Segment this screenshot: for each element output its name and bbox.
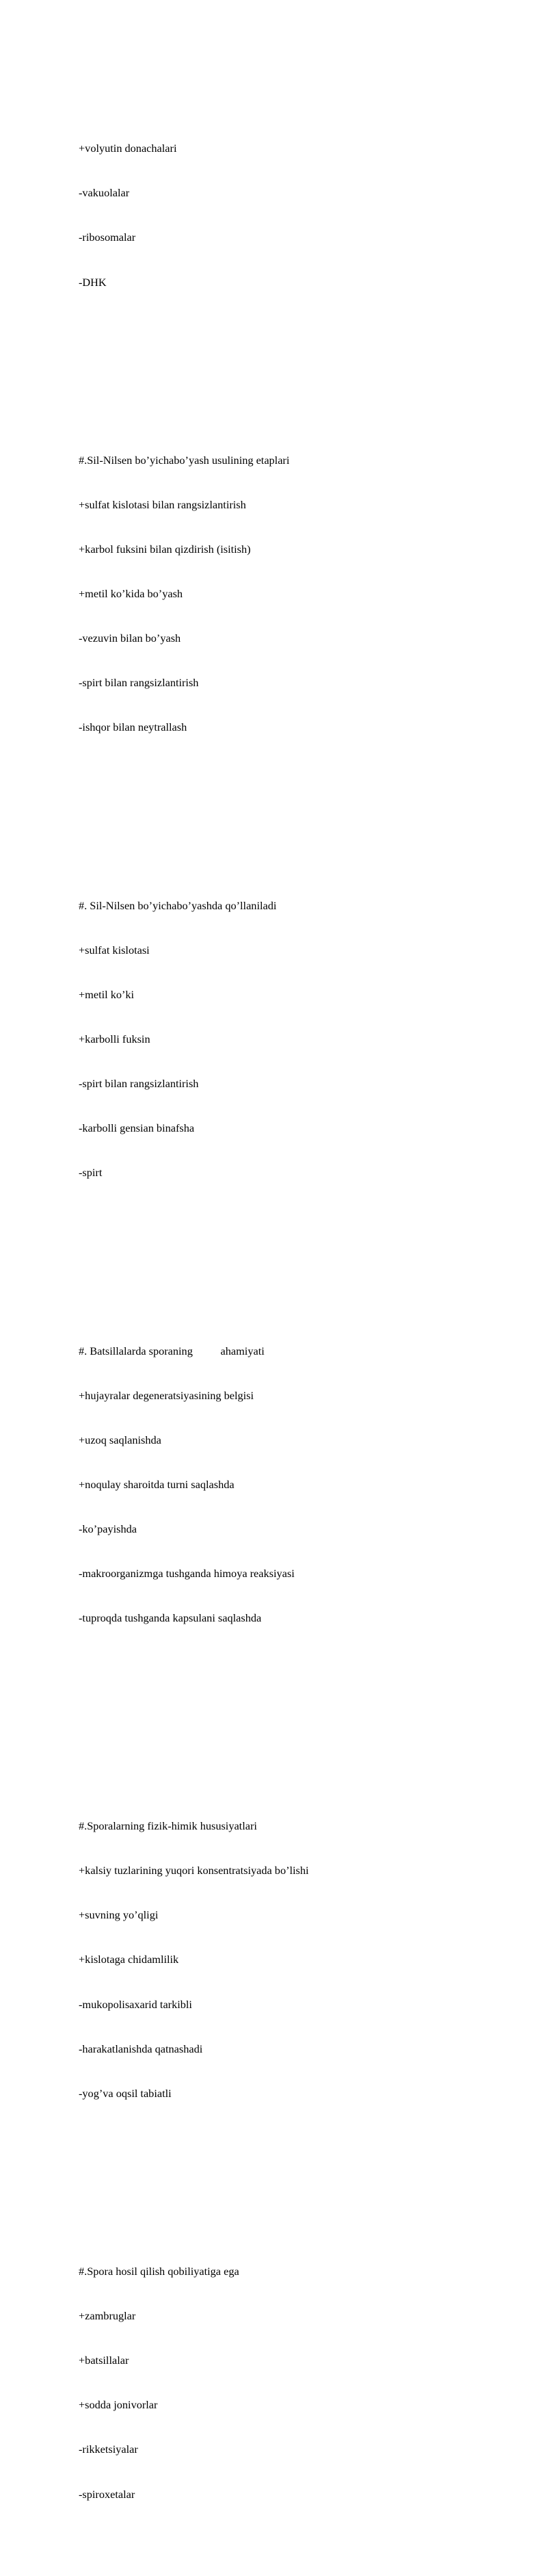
answer-option: -spirt bilan rangsizlantirish xyxy=(79,676,199,690)
answer-option: -DHK xyxy=(79,275,107,289)
question-block-0 xyxy=(79,112,516,320)
answer-option: +suvning yo’qligi xyxy=(79,1908,159,1922)
answer-option: -yog’va oqsil tabiatli xyxy=(79,2086,172,2100)
answer-option: +uzoq saqlanishda xyxy=(79,1433,161,1447)
answer-option: +karbol fuksini bilan qizdirish (isitish) xyxy=(79,543,251,556)
blank-line xyxy=(79,1240,516,1255)
answer-option: +noqulay sharoitda turni saqlashda xyxy=(79,1478,235,1492)
answer-option: -makroorganizmga tushganda himoya reaksiyasi xyxy=(79,1567,295,1580)
document-text xyxy=(79,52,516,2576)
answer-option: +kalsiy tuzlarining yuqori konsentratsiyada bo’lishi xyxy=(79,1864,309,1877)
answer-option: +kislotaga chidamlilik xyxy=(79,1953,179,1966)
answer-option: +zambruglar xyxy=(79,2309,136,2323)
answer-option: +sulfat kislotasi xyxy=(79,943,150,957)
blank-line xyxy=(79,794,516,809)
answer-option: -ribosomalar xyxy=(79,231,136,244)
question-text: #.Spora hosil qilish qobiliyatiga ega xyxy=(79,2265,239,2278)
answer-option: -ishqor bilan neytrallash xyxy=(79,720,187,734)
answer-option: +sulfat kislotasi bilan rangsizlantirish xyxy=(79,498,246,511)
answer-option: -spiroxetalar xyxy=(79,2487,135,2501)
answer-option: +volyutin donachalari xyxy=(79,142,177,155)
answer-option: +sodda jonivorlar xyxy=(79,2398,158,2412)
question-block-5 xyxy=(79,2235,516,2532)
answer-option: +metil ko’kida bo’yash xyxy=(79,587,183,601)
blank-line xyxy=(79,349,516,364)
answer-option: +karbolli fuksin xyxy=(79,1032,150,1046)
answer-option: -vezuvin bilan bo’yash xyxy=(79,632,181,645)
answer-option: -vakuolalar xyxy=(79,186,130,200)
answer-option: -mukopolisaxarid tarkibli xyxy=(79,1997,192,2011)
answer-option: -ko’payishda xyxy=(79,1522,137,1536)
answer-option: -tuproqda tushganda kapsulani saqlashda xyxy=(79,1611,262,1625)
blank-line xyxy=(79,2160,516,2175)
answer-option: -spirt bilan rangsizlantirish xyxy=(79,1077,199,1091)
question-block-1 xyxy=(79,424,516,765)
question-block-4 xyxy=(79,1789,516,2131)
blank-lines xyxy=(79,1685,516,1730)
question-block-3 xyxy=(79,1314,516,1655)
answer-option: +batsillalar xyxy=(79,2354,129,2367)
question-block-2 xyxy=(79,868,516,1210)
answer-option: -harakatlanishda qatnashadi xyxy=(79,2042,203,2055)
question-text: #.Sporalarning fizik-himik hususiyatlari xyxy=(79,1819,257,1833)
question-text: #. Sil-Nilsen bo’yichabo’yashda qo’llaniladi xyxy=(79,898,277,912)
question-text: #. Batsillalarda sporaning ahamiyati xyxy=(79,1344,265,1357)
answer-option: +metil ko’ki xyxy=(79,988,135,1002)
answer-option: +hujayralar degeneratsiyasining belgisi xyxy=(79,1388,254,1402)
question-text: #.Sil-Nilsen bo’yichabo’yash usulining etaplari xyxy=(79,453,290,467)
answer-option: -rikketsiyalar xyxy=(79,2443,138,2456)
answer-option: -spirt xyxy=(79,1166,103,1180)
answer-option: -karbolli gensian binafsha xyxy=(79,1121,195,1135)
